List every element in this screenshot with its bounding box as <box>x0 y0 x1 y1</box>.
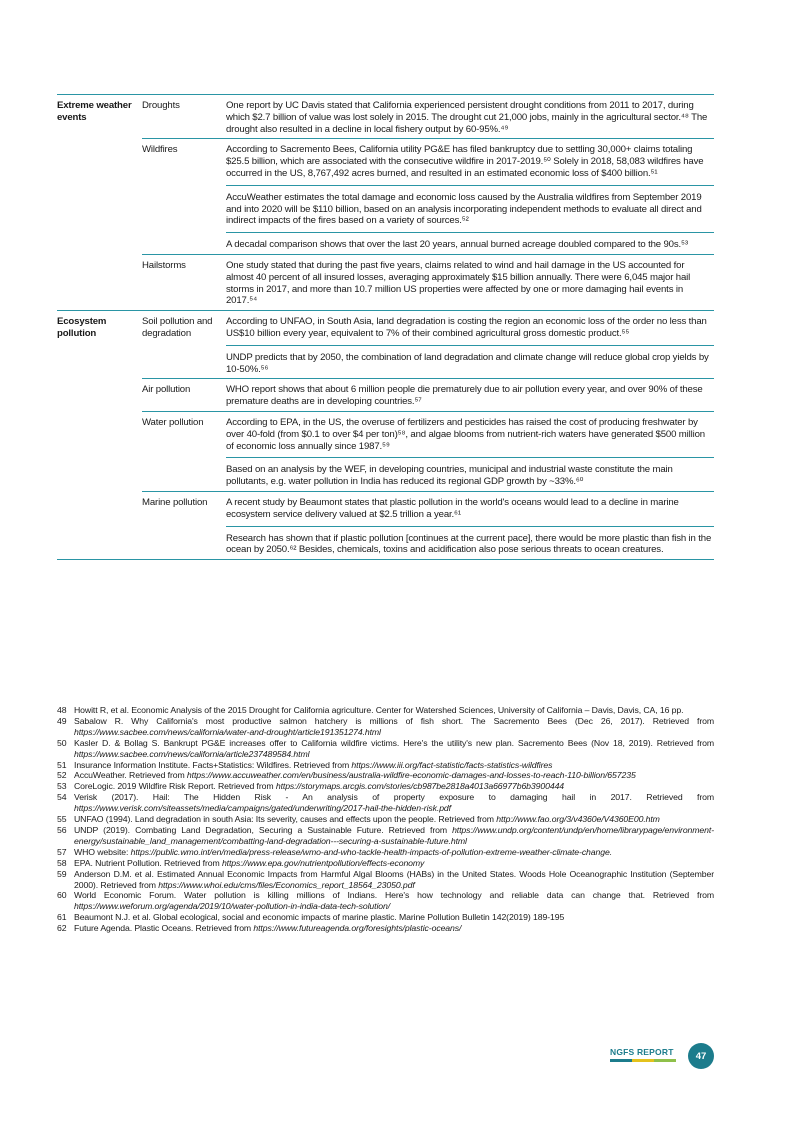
category-cell: Extreme weather events <box>57 100 132 123</box>
footnote <box>57 716 714 738</box>
description-paragraph: According to UNFAO, in South Asia, land degradation is costing the region an economic loss of the order no less than US$10 billion every year, equivalent to 7% of their combined agricultural gross domestic product.⁵⁵ <box>226 316 714 346</box>
footnote-citation: UNDP (2019). Combating Land Degradation, Securing a Sustainable Future. Retrieved from <box>74 824 453 835</box>
footnote-number: 60 <box>57 890 67 901</box>
footnote-text <box>74 814 714 825</box>
footnote-link[interactable]: https://www.futureagenda.org/foresights/plastic-oceans/ <box>253 923 462 934</box>
description-cell <box>226 379 714 412</box>
table-row <box>57 491 714 559</box>
footnote-number: 48 <box>57 705 67 715</box>
footnote-text <box>74 760 714 771</box>
footnote <box>57 792 714 814</box>
description-paragraph: Based on an analysis by the WEF, in developing countries, municipal and industrial waste constitute the main pollutants, e.g. water pollution in India has reduced its regional GDP growth by ~33%.⁶⁰ <box>226 464 673 488</box>
footnote <box>57 869 714 891</box>
color-bar-segment <box>654 1059 676 1062</box>
report-label-color-bar <box>610 1059 676 1062</box>
description-cell <box>226 95 714 139</box>
description-paragraph: UNDP predicts that by 2050, the combination of land degradation and climate change will reduce global crop yields by 10-50%.⁵⁶ <box>226 351 709 375</box>
table-row <box>57 379 714 412</box>
subcategory-cell: Droughts <box>142 100 180 111</box>
subcategory-cell: Wildfires <box>142 144 178 156</box>
subcategory-cell: Air pollution <box>142 384 191 396</box>
table-row <box>57 139 714 255</box>
footnote-number: 49 <box>57 715 67 726</box>
footnote <box>57 912 714 923</box>
footnote-text <box>74 792 714 814</box>
color-bar-segment <box>632 1059 654 1062</box>
footnote-link[interactable]: https://www.sacbee.com/news/california/water-and-drought/article191351274.html <box>74 726 381 737</box>
subcategory-cell: Soil pollution and degradation <box>142 316 213 339</box>
footnote-text <box>74 869 714 891</box>
footnote-citation: Future Agenda. Plastic Oceans. Retrieved from <box>74 923 254 934</box>
footnote-text <box>74 781 714 792</box>
footnote-text <box>74 770 714 781</box>
footnote-citation: Anderson D.M. et al. Estimated Annual Economic Impacts from Harmful Algal Blooms (HABs) in the United States. Woods Hole Oceanographic Institution (September 2000). Retrieved from <box>74 868 714 890</box>
description-paragraph: According to Sacremento Bees, California utility PG&E has filed bankruptcy due to settling 30,000+ claims totaling $25.5 billion, which are associated with the consecutive wildfire in 2017-2019.⁵⁰ Solely in 2018, 58,083 wildfires have occurred in the US, 8,767,492 acres burned, and resulted in an estimated economic loss of $400 billion.⁵¹ <box>226 144 714 185</box>
description-paragraph: According to EPA, in the US, the overuse of fertilizers and pesticides has raised the cost of producing freshwater by over 40-fold (from $0.1 to over $4 per ton)⁵⁸, and algae blooms from nutrient-rich waters have generated $500 million of economic loss annually since 1987.⁵⁹ <box>226 417 714 458</box>
description-cell <box>226 491 714 559</box>
report-label: NGFS REPORT <box>610 1047 674 1057</box>
footnote-citation: AccuWeather. Retrieved from <box>74 770 187 781</box>
description-cell <box>226 254 714 310</box>
footnote-text <box>74 890 714 912</box>
table-bottom-rule <box>57 559 714 560</box>
description-paragraph: WHO report shows that about 6 million people die prematurely due to air pollution every year, and over 90% of these premature deaths are in developing countries.⁵⁷ <box>226 384 703 408</box>
description-paragraph: One report by UC Davis stated that California experienced persistent drought conditions from 2011 to 2017, during which $2.7 billion of value was lost solely in 2015. The drought cut 21,000 jobs, mainly in the agricultural sector.⁴⁸ The drought also resulted in a decline in local fishery output by 60-95%.⁴⁹ <box>226 100 708 135</box>
footnote-citation: UNFAO (1994). Land degradation in south Asia: Its severity, causes and effects upon the people. Retrieved from <box>74 814 497 825</box>
footnote-citation: WHO website: <box>74 846 131 857</box>
footnote-text <box>74 716 714 738</box>
footnote-citation: Sabalow R. Why California's most productive salmon hatchery is millions of fish short. The Sacremento Bees (Dec 26, 2017). Retrieved from <box>74 715 714 726</box>
footnote-number: 50 <box>57 737 67 748</box>
subcategory-cell: Hailstorms <box>142 259 186 271</box>
category-cell: Ecosystem pollution <box>57 316 107 339</box>
footnote-number: 57 <box>57 846 67 857</box>
description-paragraph: A recent study by Beaumont states that plastic pollution in the world's oceans would lead to a decline in marine ecosystem service delivery valued at $2.5 trillion a year.⁶¹ <box>226 497 714 527</box>
footnote-number: 55 <box>57 814 67 825</box>
description-paragraph: AccuWeather estimates the total damage and economic loss caused by the Australia wildfires from September 2019 and into 2020 will be $110 billion, based on an analysis incorporating independent methods to evaluate all direct and indirect impacts of the fires based on a variety of sources.⁵² <box>226 192 714 233</box>
page-number: 47 <box>688 1043 714 1069</box>
footnote-number: 59 <box>57 868 67 879</box>
table-row <box>57 95 714 139</box>
footnote-number: 52 <box>57 770 67 781</box>
footnote-text <box>74 847 714 858</box>
footnote-link[interactable]: https://www.weforum.org/agenda/2019/10/water-pollution-in-india-data-tech-solution/ <box>74 901 391 912</box>
table-row <box>57 311 714 379</box>
footnote-citation: CoreLogic. 2019 Wildfire Risk Report. Retrieved from <box>74 781 276 792</box>
footnote-link[interactable]: https://www.sacbee.com/news/california/article237489584.html <box>74 748 310 759</box>
footnote-link[interactable]: https://www.undp.org/content/undp/en/home/librarypage/environment-energy/sustainable_land_management/combatting-land-degradation---securing-a-sustainable-future.html <box>74 824 714 846</box>
footnote-citation: Verisk (2017). Hail: The Hidden Risk - An analysis of property exposure to damaging hail in 2017. Retrieved from <box>74 792 714 803</box>
footnote <box>57 890 714 912</box>
footnote-number: 58 <box>57 857 67 868</box>
footnote-text <box>74 705 714 716</box>
footnote-number: 62 <box>57 923 67 934</box>
description-cell <box>226 139 714 255</box>
footnote-link[interactable]: https://www.verisk.com/siteassets/media/campaigns/gated/underwriting/2017-hail-the-hidden-risk.pdf <box>74 803 451 814</box>
footnote <box>57 923 714 934</box>
footnote-link[interactable]: https://public.wmo.int/en/media/press-release/wmo-and-who-tackle-health-impacts-of-pollution-extreme-weather-climate-change. <box>130 846 613 857</box>
footnote-text <box>74 825 714 847</box>
footnote-number: 53 <box>57 781 67 792</box>
footnote-link[interactable]: https://www.accuweather.com/en/business/australia-wildfire-economic-damages-and-losses-to-reach-110-billion/657235 <box>186 770 636 781</box>
description-cell <box>226 311 714 379</box>
footnote-link[interactable]: http://www.fao.org/3/v4360e/V4360E00.htm <box>496 814 660 825</box>
description-paragraph: One study stated that during the past five years, claims related to wind and hail damage in the US accounted for almost 40 percent of all insured losses, averaging approximately $15 billion annually. There were 6,045 major hail storms in 2017, and more than 10.7 million US properties were affected by one or more damaging hail events in 2017.⁵⁴ <box>226 259 691 307</box>
footnotes <box>57 705 714 934</box>
footnote <box>57 760 714 771</box>
footnote-citation: EPA. Nutrient Pollution. Retrieved from <box>74 857 222 868</box>
subcategory-cell: Water pollution <box>142 416 204 428</box>
footnote-text <box>74 912 714 923</box>
subcategory-cell: Marine pollution <box>142 496 208 508</box>
footnote-number: 56 <box>57 824 67 835</box>
footnote-citation: Kasler D. & Bollag S. Bankrupt PG&E increases offer to California wildfire victims. Here's the utility's new plan. Sacremento Bees (Nov 18, 2019). Retrieved from <box>74 737 714 748</box>
footnote-number: 61 <box>57 912 67 923</box>
footnote-link[interactable]: https://www.epa.gov/nutrientpollution/effects-economy <box>221 857 425 868</box>
risk-table <box>57 94 714 559</box>
footnote <box>57 770 714 781</box>
footnote <box>57 825 714 847</box>
footnote-number: 51 <box>57 759 67 770</box>
footnote-text <box>74 858 714 869</box>
footnote <box>57 858 714 869</box>
footnote-link[interactable]: https://storymaps.arcgis.com/stories/cb987be2818a4013a66977b6b3900444 <box>275 781 565 792</box>
footnote <box>57 738 714 760</box>
footnote-citation: Beaumont N.J. et al. Global ecological, social and economic impacts of marine plastic. Marine Pollution Bulletin 142(2019) 189-195 <box>74 912 565 923</box>
footnote <box>57 847 714 858</box>
footnote-citation: Howitt R, et al. Economic Analysis of the 2015 Drought for California agriculture. Center for Watershed Sciences, University of California – Davis, Davis, CA, 16 pp. <box>74 705 684 715</box>
footnote <box>57 705 714 716</box>
footnote-number: 54 <box>57 792 67 803</box>
footnote-text <box>74 738 714 760</box>
footnote-citation: World Economic Forum. Water pollution is killing millions of Indians. Here's how technology and reliable data can change that. Retrieved from <box>74 890 714 901</box>
table-row <box>57 411 714 491</box>
description-paragraph: A decadal comparison shows that over the last 20 years, annual burned acreage doubled compared to the 90s.⁵³ <box>226 239 688 251</box>
footnote-link[interactable]: https://www.whoi.edu/cms/files/Economics_report_18564_23050.pdf <box>158 879 415 890</box>
table-row <box>57 254 714 310</box>
footnote-text <box>74 923 714 934</box>
footnote <box>57 814 714 825</box>
description-cell <box>226 411 714 491</box>
description-paragraph: Research has shown that if plastic pollution [continues at the current pace], there would be more plastic than fish in the ocean by 2050.⁶² Besides, chemicals, toxins and acidification also pose serious threats to ocean creatures. <box>226 532 712 556</box>
color-bar-segment <box>610 1059 632 1062</box>
footnote-link[interactable]: https://www.iii.org/fact-statistic/facts-statistics-wildfires <box>351 759 553 770</box>
footnote <box>57 781 714 792</box>
footnote-citation: Insurance Information Institute. Facts+Statistics: Wildfires. Retrieved from <box>74 759 352 770</box>
